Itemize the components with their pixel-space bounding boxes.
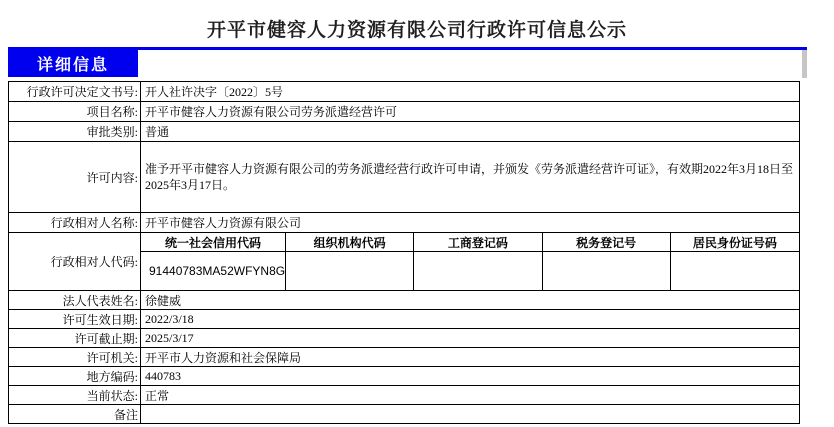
- row-value: 徐健威: [145, 293, 182, 308]
- row-label: 项目名称:: [9, 102, 141, 121]
- row-value: 准予开平市健容人力资源有限公司的劳务派遣经营行政许可申请，并颁发《劳务派遣经营许可证》，有效期2022年3月18日至2025年3月17日。: [145, 162, 794, 192]
- row-value: [141, 233, 799, 290]
- table-row-expiry-date: [9, 328, 799, 347]
- table-row-counterpart-name: [9, 212, 799, 232]
- row-value: 正常: [145, 388, 170, 403]
- row-value: 2025/3/17: [145, 330, 194, 345]
- row-value: 开平市人力资源和社会保障局: [145, 350, 302, 365]
- row-label: 许可截止期:: [9, 329, 141, 347]
- code-col-header-business-reg: 工商登记码: [414, 233, 542, 252]
- code-value-tax-reg: [543, 252, 671, 290]
- row-value: [141, 405, 799, 423]
- table-row-legal-rep: [9, 290, 799, 309]
- table-row-remarks: [9, 404, 799, 423]
- table-row-effective-date: [9, 309, 799, 328]
- table-row-current-status: [9, 385, 799, 404]
- row-label: 行政相对人代码:: [9, 233, 141, 290]
- section-header-label: 详细信息: [36, 57, 109, 74]
- row-label: 审批类别:: [9, 122, 141, 141]
- section-header-tab: [8, 50, 138, 77]
- row-label: 当前状态:: [9, 386, 141, 404]
- row-label: 许可内容:: [9, 142, 141, 212]
- code-col-header-credit-code: 统一社会信用代码: [141, 233, 286, 252]
- code-col-header-org-code: 组织机构代码: [286, 233, 414, 252]
- row-label: 行政相对人名称:: [9, 213, 141, 232]
- code-col-header-id-number: 居民身份证号码: [671, 233, 799, 252]
- row-value: 开人社许决字〔2022〕5号: [145, 85, 284, 99]
- row-value: 440783: [145, 368, 181, 383]
- table-row-permit-authority: [9, 347, 799, 366]
- table-row-permit-content: [9, 141, 799, 212]
- table-row-local-code: [9, 366, 799, 385]
- code-value-org-code: [286, 252, 414, 290]
- detail-section: [8, 47, 807, 77]
- table-row-approval-category: [9, 121, 799, 141]
- code-value-business-reg: [414, 252, 542, 290]
- row-label: 地方编码:: [9, 367, 141, 385]
- row-label: 许可机关:: [9, 348, 141, 366]
- page-title: 开平市健容人力资源有限公司行政许可信息公示: [206, 20, 627, 41]
- table-row-decision-doc-no: [9, 82, 799, 101]
- code-value-id-number: [671, 252, 799, 290]
- row-value: 2022/3/18: [145, 311, 194, 326]
- row-label: 法人代表姓名:: [9, 291, 141, 309]
- row-label: 许可生效日期:: [9, 310, 141, 328]
- row-label: 备注: [9, 405, 141, 423]
- row-value: 普通: [145, 125, 170, 139]
- row-value: 开平市健容人力资源有限公司: [145, 216, 302, 230]
- table-row-project-name: [9, 101, 799, 121]
- code-subtable: [141, 233, 799, 290]
- scrollbar-thumb[interactable]: [802, 50, 807, 78]
- code-col-header-tax-reg: 税务登记号: [543, 233, 671, 252]
- table-row-counterpart-codes: [9, 232, 799, 290]
- row-value: 开平市健容人力资源有限公司劳务派遣经营许可: [145, 105, 398, 119]
- info-table: [8, 81, 800, 424]
- row-label: 行政许可决定文书号:: [9, 82, 141, 101]
- code-value-credit-code: 91440783MA52WFYN8G: [141, 252, 286, 290]
